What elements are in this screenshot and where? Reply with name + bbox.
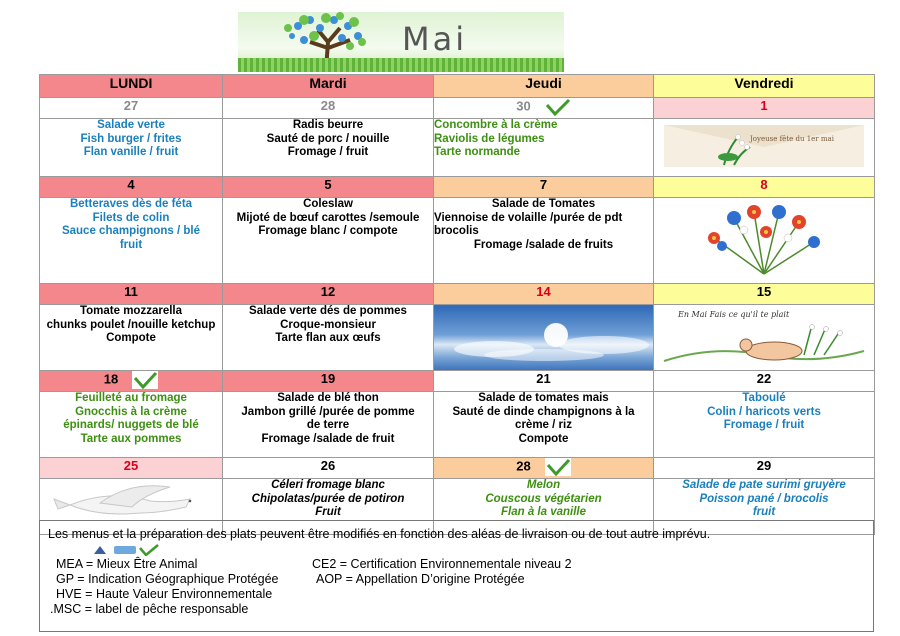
day-header-row	[40, 75, 875, 98]
dish: Feuilleté au fromage	[75, 392, 187, 404]
menu-cell	[434, 119, 654, 177]
date-cell: 26	[223, 458, 434, 479]
week-1-menus	[40, 119, 875, 177]
dish: Salade de blé thon	[277, 392, 379, 404]
week-2-dates	[40, 177, 875, 198]
menu-cell	[223, 392, 434, 458]
day-monday: LUNDI	[40, 75, 223, 98]
date-cell: 19	[223, 371, 434, 392]
legend-mea: MEA = Mieux Être Animal	[56, 557, 198, 571]
week-4-menus	[40, 392, 875, 458]
menu-cell	[40, 198, 223, 284]
date-label: 30	[516, 98, 531, 114]
label-logos-icon	[92, 544, 162, 556]
dish: Sauté de porc / nouille	[266, 132, 390, 145]
dish: Sauté de dinde champignons à la	[452, 405, 635, 418]
dish: Viennoise de volaille /purée de pdt	[434, 211, 623, 224]
menu-cell	[223, 198, 434, 284]
dish: Poisson pané / brocolis	[699, 492, 829, 505]
date-cell: 25	[40, 458, 223, 479]
date-cell	[434, 98, 654, 119]
checkmark-icon	[545, 98, 571, 116]
legend-box	[39, 520, 874, 632]
dish: Salade de pate surimi gruyère	[682, 479, 846, 491]
date-cell: 5	[223, 177, 434, 198]
dish: Tomate mozzarella	[79, 305, 183, 317]
date-cell: 11	[40, 284, 223, 305]
date-cell: 1	[654, 98, 875, 119]
dish: fruit	[119, 238, 143, 251]
dish: chunks poulet /nouille ketchup	[46, 318, 216, 331]
menu-table	[39, 74, 875, 535]
legend-msc: .MSC = label de pêche responsable	[50, 602, 249, 616]
dish: Fruit	[315, 506, 341, 518]
day-thursday: Jeudi	[434, 75, 654, 98]
date-cell: 29	[654, 458, 875, 479]
dish: crème / riz	[515, 419, 572, 431]
banner	[238, 12, 564, 72]
legend-hve: HVE = Haute Valeur Environnementale	[56, 587, 273, 601]
dish: Fromage /salade de fruits	[473, 238, 614, 251]
dish: Mijoté de bœuf carottes /semoule	[236, 211, 420, 224]
dish: Jambon grillé /purée de pomme	[241, 405, 415, 418]
banner-title: Mai	[402, 20, 468, 58]
menu-cell	[223, 305, 434, 371]
date-cell: 28	[223, 98, 434, 119]
lily-card-image	[654, 119, 873, 171]
dish: brocolis	[434, 225, 479, 237]
dish: épinards/ nuggets de blé	[63, 419, 199, 431]
day-friday: Vendredi	[654, 75, 875, 98]
date-cell: 7	[434, 177, 654, 198]
menu-cell	[40, 305, 223, 371]
dish: Coleslaw	[303, 198, 353, 210]
holiday-card-cell	[654, 119, 875, 177]
dish: Sauce champignons / blé	[61, 225, 201, 237]
week-5-dates	[40, 458, 875, 479]
dish: Croque-monsieur	[280, 318, 376, 331]
dish: de terre	[306, 419, 350, 431]
menu-cell	[654, 392, 875, 458]
dish: Concombre à la crème	[434, 119, 558, 131]
week-3-menus	[40, 305, 875, 371]
menu-cell	[40, 392, 223, 458]
dish: Betteraves dès de féta	[69, 198, 193, 210]
legend-igp: GP = Indication Géographique Protégée	[56, 572, 279, 586]
legend-aop: AOP = Appellation D’origine Protégée	[316, 572, 525, 586]
dish: Fromage / fruit	[287, 146, 369, 158]
dish: Fish burger / frites	[80, 132, 182, 145]
legend-note: Les menus et la préparation des plats peuvent être modifiés en fonction des aléas de livraison ou de tout autre imprévu.	[48, 527, 711, 541]
checkmark-icon	[545, 458, 571, 476]
dish: fruit	[752, 506, 776, 518]
may-sign-image	[654, 305, 873, 365]
dish: Tarte flan aux œufs	[275, 332, 381, 344]
dish: Fromage /salade de fruit	[261, 432, 395, 445]
menu-cell	[40, 119, 223, 177]
date-cell: 14	[434, 284, 654, 305]
date-cell: 8	[654, 177, 875, 198]
dish: Gnocchis à la crème	[75, 405, 187, 418]
legend-ce2: CE2 = Certification Environnementale niveau 2	[312, 557, 572, 571]
date-label: 18	[103, 371, 119, 387]
may-sign-cell	[654, 305, 875, 371]
dish: Fromage blanc / compote	[258, 225, 398, 237]
dish: Colin / haricots verts	[707, 405, 821, 418]
date-cell: 21	[434, 371, 654, 392]
dish: Tarte normande	[434, 146, 521, 158]
day-tuesday: Mardi	[223, 75, 434, 98]
dish: Salade de tomates mais	[478, 392, 609, 404]
date-cell: 27	[40, 98, 223, 119]
date-cell	[434, 458, 654, 479]
date-cell	[40, 371, 223, 392]
date-cell: 4	[40, 177, 223, 198]
dish: Compote	[518, 432, 569, 445]
week-4-dates	[40, 371, 875, 392]
dish: Céleri fromage blanc	[271, 479, 385, 491]
dish: Compote	[106, 332, 156, 344]
date-cell: 12	[223, 284, 434, 305]
checkmark-icon	[132, 371, 158, 389]
dish: Filets de colin	[92, 211, 170, 224]
dish: Flan à la vanille	[500, 506, 586, 518]
menu-cell	[223, 119, 434, 177]
week-2-menus	[40, 198, 875, 284]
dish: Radis beurre	[292, 119, 364, 131]
dish: Raviolis de légumes	[434, 132, 545, 145]
menu-cell	[434, 392, 654, 458]
date-cell: 15	[654, 284, 875, 305]
dish: Tarte aux pommes	[80, 432, 182, 445]
bouquet-image	[654, 198, 873, 278]
week-1-dates	[40, 98, 875, 119]
dish: Salade verte	[97, 119, 165, 131]
grass	[238, 58, 564, 72]
sign-text: En Mai Fais ce qu'il te plait	[678, 310, 790, 319]
dish: Salade de Tomates	[491, 198, 596, 210]
dish: Flan vanille / fruit	[83, 146, 179, 158]
dish: Fromage / fruit	[723, 419, 805, 431]
date-label: 28	[516, 458, 531, 474]
dish: Melon	[526, 479, 561, 491]
dish: Salade verte dés de pommes	[249, 305, 407, 317]
date-cell: 22	[654, 371, 875, 392]
card-text: Joyeuse fête du 1er mai	[750, 135, 834, 143]
week-3-dates	[40, 284, 875, 305]
dish: Taboulé	[742, 392, 786, 404]
sky-image-cell	[434, 305, 654, 371]
menu-cell	[434, 198, 654, 284]
flower-bouquet-cell	[654, 198, 875, 284]
dish: Couscous végétarien	[485, 492, 602, 505]
sky-clouds-image	[434, 305, 654, 365]
dish: Chipolatas/purée de potiron	[251, 492, 405, 505]
